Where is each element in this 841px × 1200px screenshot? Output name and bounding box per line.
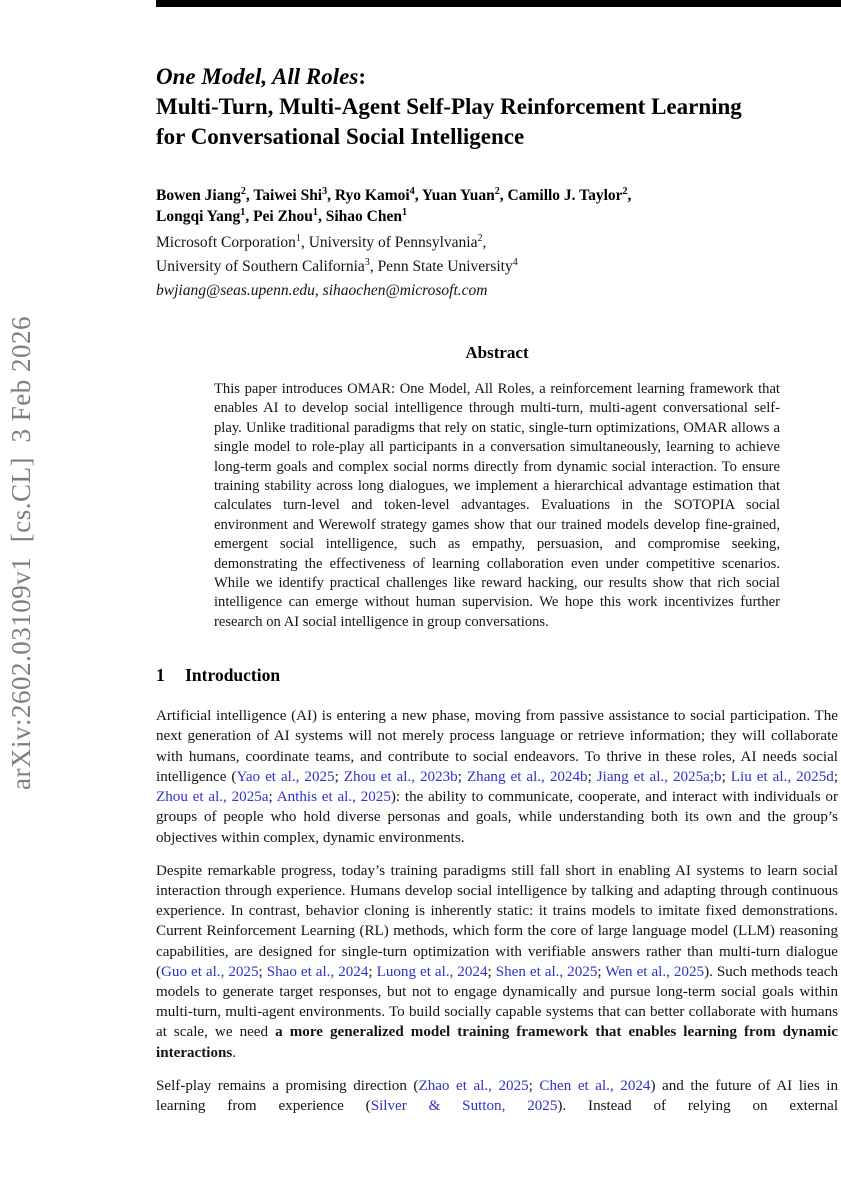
text-segment: ; bbox=[833, 768, 839, 785]
text-segment: , Pei Zhou bbox=[245, 208, 313, 225]
citation-link[interactable]: Zhang et al., 2024b bbox=[466, 768, 588, 785]
text-segment: Artificial intelligence (AI) is entering a new phase, moving from passive assistance to social participation. The next generation of AI systems will not merely process language or retrieve information; they will collaborate with humans, coordinate teams, and contribute to social endeavors. To thrive in these roles, AI needs social intelligence ( bbox=[156, 708, 838, 785]
affiliation-superscript: 1 bbox=[312, 206, 318, 218]
text-segment: ) and the future of AI lies in learning from experience ( bbox=[156, 1077, 839, 1114]
text-segment: , Penn State University bbox=[369, 258, 513, 275]
title-line-2: Multi-Turn, Multi-Agent Self-Play Reinforcement Learning bbox=[156, 94, 742, 119]
citation-link[interactable]: Chen et al., 2024 bbox=[539, 1077, 651, 1094]
citation-link[interactable]: Shen et al., 2025 bbox=[495, 963, 598, 980]
affiliation-superscript: 3 bbox=[322, 185, 328, 197]
title-line-3: for Conversational Social Intelligence bbox=[156, 124, 525, 149]
citation-link[interactable]: Luong et al., 2024 bbox=[376, 963, 488, 980]
paragraph-1 bbox=[156, 706, 838, 847]
text-segment: ; bbox=[487, 963, 496, 980]
affiliation-superscript: 3 bbox=[364, 256, 370, 268]
text-segment: Self-play remains a promising direction ( bbox=[156, 1077, 419, 1094]
author-line-2 bbox=[156, 206, 838, 227]
text-segment: , bbox=[482, 234, 487, 251]
affiliation-superscript: 2 bbox=[240, 185, 246, 197]
citation-link[interactable]: Shao et al., 2024 bbox=[266, 963, 369, 980]
text-segment: ). Instead of relying on external bbox=[557, 1097, 839, 1114]
text-segment: ; bbox=[587, 768, 597, 785]
text-segment: : bbox=[358, 64, 366, 89]
affiliation-superscript: 4 bbox=[512, 256, 518, 268]
paragraph-2 bbox=[156, 861, 838, 1063]
text-segment: ): the ability to communicate, cooperate, and interact with individuals or groups of people who hold diverse personas and goals, while understanding both its own and the group’s objectives within complex, dynamic environments. bbox=[156, 789, 838, 846]
section-number: 1 bbox=[156, 665, 165, 686]
citation-link[interactable]: Jiang et al., 2025a;b bbox=[596, 768, 722, 785]
author-line-1 bbox=[156, 185, 838, 206]
text-segment: , University of Pennsylvania bbox=[300, 234, 478, 251]
section-heading-introduction bbox=[156, 665, 838, 686]
arxiv-watermark: arXiv:2602.03109v1 [cs.CL] 3 Feb 2026 bbox=[6, 316, 36, 790]
citation-link[interactable]: Zhou et al., 2023b bbox=[343, 768, 458, 785]
text-segment: ). Such methods teach models to generate target responses, but not to engage dynamically and pursue long-term social goals within multi-turn, multi-agent environments. To build socially capable systems that can better collaborate with humans at scale, we need bbox=[156, 963, 839, 1041]
text-segment: , Taiwei Shi bbox=[245, 187, 323, 204]
abstract-body: This paper introduces OMAR: One Model, All Roles, a reinforcement learning framework that enables AI to develop social intelligence through multi-turn, multi-agent conversational self-play. Unlike traditional paradigms that rely on static, single-turn optimizations, OMAR allows a single model to role-play all participants in a conversation simultaneously, learning to achieve long-term goals and complex social norms directly from dynamic social interaction. To ensure training stability across long dialogues, we implement a hierarchical advantage estimation that calculates turn-level and token-level advantages. Evaluations in the SOTOPIA social environment and Werewolf strategy games show that our trained models develop fine-grained, emergent social intelligence, such as empathy, persuasion, and compromise seeking, demonstrating the effectiveness of learning collaboration even under competitive scenarios. While we identify practical challenges like reward hacking, our results show that rich social intelligence can emerge without human supervision. We hope this work incentivizes further research on AI social intelligence in group conversations. bbox=[214, 381, 780, 630]
author-block bbox=[156, 185, 838, 227]
text-segment: Bowen Jiang bbox=[156, 187, 241, 204]
author-emails: bwjiang@seas.upenn.edu, sihaochen@microsoft.com bbox=[156, 282, 488, 299]
citation-link[interactable]: Zhou et al., 2025a bbox=[156, 789, 269, 806]
text-segment: , Camillo J. Taylor bbox=[499, 187, 623, 204]
text-segment: ; bbox=[528, 1077, 540, 1094]
text-segment: ; bbox=[368, 963, 377, 980]
citation-link[interactable]: Guo et al., 2025 bbox=[161, 963, 259, 980]
text-segment: , Sihao Chen bbox=[317, 208, 402, 225]
text-segment: , Ryo Kamoi bbox=[327, 187, 410, 204]
affiliation-block bbox=[156, 231, 838, 303]
text-segment: ; bbox=[597, 963, 606, 980]
affiliation-superscript: 1 bbox=[240, 206, 246, 218]
text-segment: , bbox=[627, 187, 632, 204]
text-segment: Longqi Yang bbox=[156, 208, 241, 225]
text-segment: ; bbox=[268, 789, 277, 806]
affiliation-line-2 bbox=[156, 255, 838, 279]
affiliation-superscript: 1 bbox=[401, 206, 407, 218]
text-segment: Despite remarkable progress, today’s training paradigms still fall short in enabling AI systems to learn social interaction through experience. Humans develop social intelligence by talking and adapting through continuous experience. In contrast, behavior cloning is inherently static: it trains models to imitate fixed demonstrations. Current Reinforcement Learning (RL) methods, which form the core of large language model (LLM) reasoning capabilities, are designed for single-turn optimization with verifiable answers rather than multi-turn dialogue ( bbox=[156, 862, 838, 980]
citation-link[interactable]: Zhao et al., 2025 bbox=[418, 1077, 529, 1094]
citation-link[interactable]: Wen et al., 2025 bbox=[605, 963, 705, 980]
paper-title bbox=[156, 62, 838, 152]
citation-link[interactable]: Anthis et al., 2025 bbox=[276, 789, 391, 806]
text-segment: One Model, All Roles bbox=[156, 64, 359, 89]
affiliation-superscript: 2 bbox=[477, 232, 483, 244]
text-segment: ; bbox=[334, 768, 344, 785]
affiliation-line-1 bbox=[156, 231, 838, 255]
top-rule bbox=[156, 0, 841, 7]
text-segment: Microsoft Corporation bbox=[156, 234, 296, 251]
citation-link[interactable]: Yao et al., 2025 bbox=[236, 768, 335, 785]
citation-link[interactable]: Silver & Sutton, 2025 bbox=[370, 1097, 558, 1114]
affiliation-superscript: 4 bbox=[409, 185, 415, 197]
text-segment: ; bbox=[457, 768, 467, 785]
paper-content bbox=[156, 62, 838, 1116]
affiliation-superscript: 2 bbox=[622, 185, 628, 197]
text-segment: ; bbox=[721, 768, 731, 785]
citation-link[interactable]: Liu et al., 2025d bbox=[730, 768, 834, 785]
text-segment: University of Southern California bbox=[156, 258, 365, 275]
text-segment: ; bbox=[258, 963, 267, 980]
text-segment: , Yuan Yuan bbox=[414, 187, 495, 204]
section-title: Introduction bbox=[185, 665, 281, 686]
text-segment: a more generalized model training framework that enables learning from dynamic interactions bbox=[156, 1024, 838, 1061]
paragraph-3 bbox=[156, 1076, 838, 1116]
abstract-heading: Abstract bbox=[465, 343, 529, 362]
title-line-1 bbox=[156, 62, 838, 92]
affiliation-superscript: 2 bbox=[494, 185, 500, 197]
affiliation-superscript: 1 bbox=[295, 232, 301, 244]
text-segment: . bbox=[232, 1044, 237, 1061]
